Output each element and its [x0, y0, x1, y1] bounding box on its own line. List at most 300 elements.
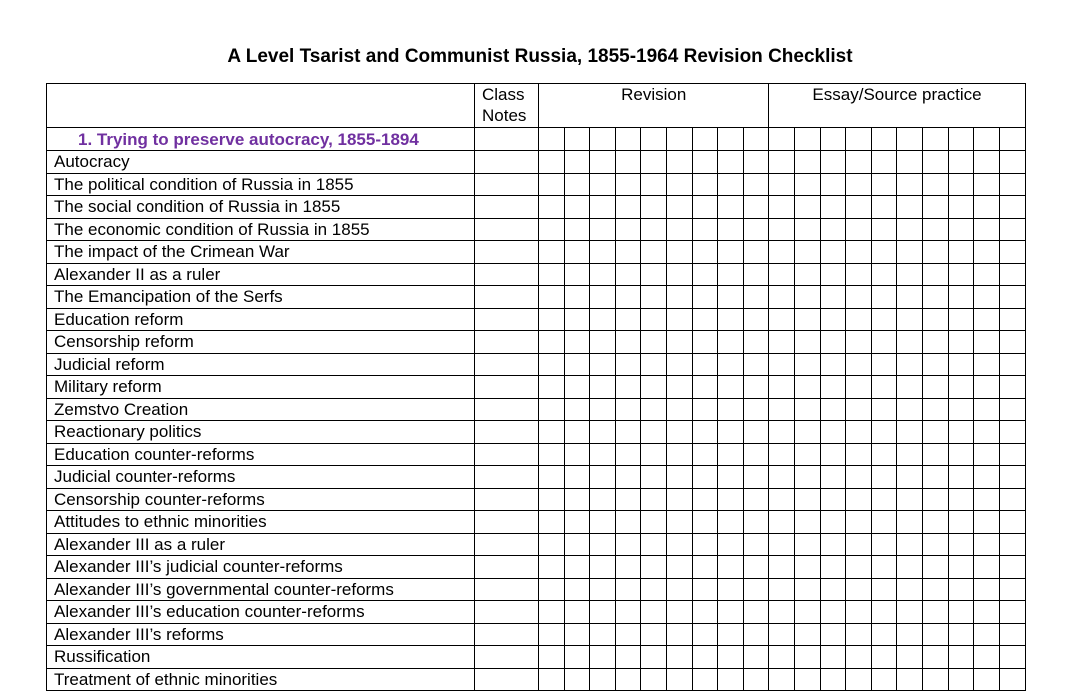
revision-check-cell[interactable]: [641, 398, 667, 421]
revision-check-cell[interactable]: [666, 601, 692, 624]
revision-check-cell[interactable]: [718, 331, 744, 354]
essay-check-cell[interactable]: [795, 398, 821, 421]
section-check-cell[interactable]: [743, 128, 769, 151]
essay-check-cell[interactable]: [897, 466, 923, 489]
class-notes-cell[interactable]: [475, 241, 539, 264]
revision-check-cell[interactable]: [743, 623, 769, 646]
revision-check-cell[interactable]: [718, 376, 744, 399]
revision-check-cell[interactable]: [539, 443, 565, 466]
essay-check-cell[interactable]: [897, 488, 923, 511]
revision-check-cell[interactable]: [564, 241, 590, 264]
essay-check-cell[interactable]: [999, 511, 1025, 534]
essay-check-cell[interactable]: [795, 443, 821, 466]
revision-check-cell[interactable]: [666, 353, 692, 376]
essay-check-cell[interactable]: [769, 263, 795, 286]
revision-check-cell[interactable]: [615, 623, 641, 646]
essay-check-cell[interactable]: [948, 488, 974, 511]
section-check-cell[interactable]: [692, 128, 718, 151]
essay-check-cell[interactable]: [948, 421, 974, 444]
essay-check-cell[interactable]: [871, 263, 897, 286]
essay-check-cell[interactable]: [974, 443, 1000, 466]
essay-check-cell[interactable]: [795, 173, 821, 196]
revision-check-cell[interactable]: [539, 196, 565, 219]
essay-check-cell[interactable]: [846, 646, 872, 669]
essay-check-cell[interactable]: [999, 151, 1025, 174]
essay-check-cell[interactable]: [820, 173, 846, 196]
essay-check-cell[interactable]: [948, 646, 974, 669]
essay-check-cell[interactable]: [948, 533, 974, 556]
essay-check-cell[interactable]: [974, 263, 1000, 286]
essay-check-cell[interactable]: [999, 376, 1025, 399]
revision-check-cell[interactable]: [641, 218, 667, 241]
revision-check-cell[interactable]: [641, 421, 667, 444]
essay-check-cell[interactable]: [846, 151, 872, 174]
essay-check-cell[interactable]: [795, 286, 821, 309]
essay-check-cell[interactable]: [923, 578, 949, 601]
revision-check-cell[interactable]: [666, 196, 692, 219]
essay-check-cell[interactable]: [999, 308, 1025, 331]
essay-check-cell[interactable]: [974, 421, 1000, 444]
essay-check-cell[interactable]: [923, 511, 949, 534]
class-notes-cell[interactable]: [475, 646, 539, 669]
essay-check-cell[interactable]: [846, 533, 872, 556]
essay-check-cell[interactable]: [769, 646, 795, 669]
essay-check-cell[interactable]: [999, 218, 1025, 241]
essay-check-cell[interactable]: [871, 331, 897, 354]
essay-check-cell[interactable]: [769, 218, 795, 241]
essay-check-cell[interactable]: [974, 533, 1000, 556]
revision-check-cell[interactable]: [539, 466, 565, 489]
section-check-cell[interactable]: [999, 128, 1025, 151]
essay-check-cell[interactable]: [897, 601, 923, 624]
essay-check-cell[interactable]: [999, 263, 1025, 286]
essay-check-cell[interactable]: [871, 466, 897, 489]
essay-check-cell[interactable]: [974, 286, 1000, 309]
essay-check-cell[interactable]: [999, 623, 1025, 646]
essay-check-cell[interactable]: [923, 353, 949, 376]
revision-check-cell[interactable]: [666, 466, 692, 489]
essay-check-cell[interactable]: [999, 601, 1025, 624]
revision-check-cell[interactable]: [539, 578, 565, 601]
revision-check-cell[interactable]: [692, 646, 718, 669]
essay-check-cell[interactable]: [999, 331, 1025, 354]
revision-check-cell[interactable]: [743, 353, 769, 376]
essay-check-cell[interactable]: [871, 533, 897, 556]
essay-check-cell[interactable]: [871, 308, 897, 331]
revision-check-cell[interactable]: [590, 646, 616, 669]
class-notes-cell[interactable]: [475, 601, 539, 624]
revision-check-cell[interactable]: [590, 196, 616, 219]
revision-check-cell[interactable]: [641, 646, 667, 669]
revision-check-cell[interactable]: [743, 533, 769, 556]
revision-check-cell[interactable]: [718, 151, 744, 174]
essay-check-cell[interactable]: [974, 623, 1000, 646]
essay-check-cell[interactable]: [923, 286, 949, 309]
revision-check-cell[interactable]: [615, 331, 641, 354]
revision-check-cell[interactable]: [692, 398, 718, 421]
revision-check-cell[interactable]: [539, 308, 565, 331]
revision-check-cell[interactable]: [590, 353, 616, 376]
revision-check-cell[interactable]: [564, 601, 590, 624]
revision-check-cell[interactable]: [692, 286, 718, 309]
revision-check-cell[interactable]: [641, 466, 667, 489]
revision-check-cell[interactable]: [564, 578, 590, 601]
section-check-cell[interactable]: [871, 128, 897, 151]
essay-check-cell[interactable]: [820, 668, 846, 691]
essay-check-cell[interactable]: [999, 646, 1025, 669]
revision-check-cell[interactable]: [718, 286, 744, 309]
essay-check-cell[interactable]: [923, 263, 949, 286]
class-notes-cell[interactable]: [475, 623, 539, 646]
revision-check-cell[interactable]: [718, 263, 744, 286]
essay-check-cell[interactable]: [846, 623, 872, 646]
essay-check-cell[interactable]: [974, 308, 1000, 331]
class-notes-cell[interactable]: [475, 286, 539, 309]
essay-check-cell[interactable]: [974, 398, 1000, 421]
revision-check-cell[interactable]: [590, 263, 616, 286]
essay-check-cell[interactable]: [897, 353, 923, 376]
revision-check-cell[interactable]: [692, 331, 718, 354]
revision-check-cell[interactable]: [692, 601, 718, 624]
essay-check-cell[interactable]: [871, 353, 897, 376]
revision-check-cell[interactable]: [590, 601, 616, 624]
essay-check-cell[interactable]: [871, 196, 897, 219]
essay-check-cell[interactable]: [974, 173, 1000, 196]
revision-check-cell[interactable]: [641, 623, 667, 646]
revision-check-cell[interactable]: [615, 578, 641, 601]
revision-check-cell[interactable]: [590, 331, 616, 354]
revision-check-cell[interactable]: [718, 466, 744, 489]
essay-check-cell[interactable]: [846, 308, 872, 331]
essay-check-cell[interactable]: [871, 218, 897, 241]
section-check-cell[interactable]: [615, 128, 641, 151]
essay-check-cell[interactable]: [846, 443, 872, 466]
revision-check-cell[interactable]: [590, 286, 616, 309]
revision-check-cell[interactable]: [666, 398, 692, 421]
essay-check-cell[interactable]: [871, 421, 897, 444]
essay-check-cell[interactable]: [769, 578, 795, 601]
revision-check-cell[interactable]: [666, 218, 692, 241]
essay-check-cell[interactable]: [795, 308, 821, 331]
essay-check-cell[interactable]: [897, 196, 923, 219]
revision-check-cell[interactable]: [641, 241, 667, 264]
essay-check-cell[interactable]: [820, 623, 846, 646]
essay-check-cell[interactable]: [897, 308, 923, 331]
revision-check-cell[interactable]: [692, 511, 718, 534]
essay-check-cell[interactable]: [923, 556, 949, 579]
class-notes-cell[interactable]: [475, 466, 539, 489]
revision-check-cell[interactable]: [564, 196, 590, 219]
revision-check-cell[interactable]: [692, 173, 718, 196]
essay-check-cell[interactable]: [999, 196, 1025, 219]
revision-check-cell[interactable]: [641, 533, 667, 556]
essay-check-cell[interactable]: [820, 263, 846, 286]
revision-check-cell[interactable]: [743, 556, 769, 579]
revision-check-cell[interactable]: [564, 488, 590, 511]
section-check-cell[interactable]: [718, 128, 744, 151]
revision-check-cell[interactable]: [718, 443, 744, 466]
revision-check-cell[interactable]: [564, 331, 590, 354]
essay-check-cell[interactable]: [974, 331, 1000, 354]
essay-check-cell[interactable]: [948, 173, 974, 196]
revision-check-cell[interactable]: [718, 241, 744, 264]
essay-check-cell[interactable]: [897, 331, 923, 354]
essay-check-cell[interactable]: [795, 218, 821, 241]
essay-check-cell[interactable]: [820, 421, 846, 444]
revision-check-cell[interactable]: [718, 421, 744, 444]
revision-check-cell[interactable]: [743, 443, 769, 466]
revision-check-cell[interactable]: [641, 331, 667, 354]
essay-check-cell[interactable]: [846, 398, 872, 421]
essay-check-cell[interactable]: [974, 353, 1000, 376]
essay-check-cell[interactable]: [923, 218, 949, 241]
essay-check-cell[interactable]: [846, 263, 872, 286]
revision-check-cell[interactable]: [692, 196, 718, 219]
class-notes-cell[interactable]: [475, 353, 539, 376]
class-notes-cell[interactable]: [475, 668, 539, 691]
revision-check-cell[interactable]: [539, 646, 565, 669]
essay-check-cell[interactable]: [871, 173, 897, 196]
class-notes-cell[interactable]: [475, 376, 539, 399]
revision-check-cell[interactable]: [590, 488, 616, 511]
revision-check-cell[interactable]: [743, 218, 769, 241]
essay-check-cell[interactable]: [897, 533, 923, 556]
revision-check-cell[interactable]: [539, 556, 565, 579]
revision-check-cell[interactable]: [641, 151, 667, 174]
essay-check-cell[interactable]: [923, 443, 949, 466]
essay-check-cell[interactable]: [923, 601, 949, 624]
essay-check-cell[interactable]: [923, 488, 949, 511]
essay-check-cell[interactable]: [923, 196, 949, 219]
revision-check-cell[interactable]: [590, 308, 616, 331]
revision-check-cell[interactable]: [615, 646, 641, 669]
revision-check-cell[interactable]: [590, 623, 616, 646]
essay-check-cell[interactable]: [871, 151, 897, 174]
essay-check-cell[interactable]: [897, 173, 923, 196]
essay-check-cell[interactable]: [871, 646, 897, 669]
essay-check-cell[interactable]: [769, 196, 795, 219]
revision-check-cell[interactable]: [692, 533, 718, 556]
essay-check-cell[interactable]: [897, 646, 923, 669]
revision-check-cell[interactable]: [743, 578, 769, 601]
section-check-cell[interactable]: [923, 128, 949, 151]
essay-check-cell[interactable]: [846, 578, 872, 601]
class-notes-cell[interactable]: [475, 398, 539, 421]
essay-check-cell[interactable]: [769, 511, 795, 534]
essay-check-cell[interactable]: [846, 376, 872, 399]
revision-check-cell[interactable]: [641, 668, 667, 691]
essay-check-cell[interactable]: [897, 263, 923, 286]
essay-check-cell[interactable]: [795, 241, 821, 264]
revision-check-cell[interactable]: [641, 353, 667, 376]
essay-check-cell[interactable]: [897, 623, 923, 646]
revision-check-cell[interactable]: [718, 488, 744, 511]
essay-check-cell[interactable]: [769, 668, 795, 691]
essay-check-cell[interactable]: [769, 443, 795, 466]
essay-check-cell[interactable]: [999, 241, 1025, 264]
revision-check-cell[interactable]: [743, 376, 769, 399]
essay-check-cell[interactable]: [923, 421, 949, 444]
essay-check-cell[interactable]: [948, 218, 974, 241]
essay-check-cell[interactable]: [871, 623, 897, 646]
essay-check-cell[interactable]: [923, 376, 949, 399]
essay-check-cell[interactable]: [999, 488, 1025, 511]
revision-check-cell[interactable]: [692, 218, 718, 241]
essay-check-cell[interactable]: [820, 488, 846, 511]
section-check-cell[interactable]: [897, 128, 923, 151]
essay-check-cell[interactable]: [948, 511, 974, 534]
revision-check-cell[interactable]: [615, 556, 641, 579]
revision-check-cell[interactable]: [666, 623, 692, 646]
revision-check-cell[interactable]: [564, 443, 590, 466]
essay-check-cell[interactable]: [897, 443, 923, 466]
revision-check-cell[interactable]: [692, 668, 718, 691]
section-check-cell[interactable]: [795, 128, 821, 151]
revision-check-cell[interactable]: [692, 443, 718, 466]
essay-check-cell[interactable]: [999, 286, 1025, 309]
essay-check-cell[interactable]: [871, 511, 897, 534]
essay-check-cell[interactable]: [795, 376, 821, 399]
revision-check-cell[interactable]: [615, 353, 641, 376]
revision-check-cell[interactable]: [641, 601, 667, 624]
section-check-cell[interactable]: [820, 128, 846, 151]
revision-check-cell[interactable]: [539, 398, 565, 421]
class-notes-cell[interactable]: [475, 173, 539, 196]
revision-check-cell[interactable]: [590, 376, 616, 399]
essay-check-cell[interactable]: [846, 488, 872, 511]
essay-check-cell[interactable]: [999, 533, 1025, 556]
revision-check-cell[interactable]: [743, 286, 769, 309]
revision-check-cell[interactable]: [615, 286, 641, 309]
essay-check-cell[interactable]: [897, 286, 923, 309]
revision-check-cell[interactable]: [615, 398, 641, 421]
essay-check-cell[interactable]: [871, 376, 897, 399]
essay-check-cell[interactable]: [820, 556, 846, 579]
revision-check-cell[interactable]: [692, 308, 718, 331]
revision-check-cell[interactable]: [539, 173, 565, 196]
revision-check-cell[interactable]: [641, 443, 667, 466]
revision-check-cell[interactable]: [590, 173, 616, 196]
essay-check-cell[interactable]: [999, 398, 1025, 421]
revision-check-cell[interactable]: [718, 196, 744, 219]
class-notes-cell[interactable]: [475, 308, 539, 331]
revision-check-cell[interactable]: [666, 488, 692, 511]
section-check-cell[interactable]: [590, 128, 616, 151]
revision-check-cell[interactable]: [641, 376, 667, 399]
essay-check-cell[interactable]: [999, 578, 1025, 601]
essay-check-cell[interactable]: [974, 578, 1000, 601]
essay-check-cell[interactable]: [871, 398, 897, 421]
essay-check-cell[interactable]: [769, 556, 795, 579]
revision-check-cell[interactable]: [718, 623, 744, 646]
revision-check-cell[interactable]: [615, 173, 641, 196]
essay-check-cell[interactable]: [846, 241, 872, 264]
essay-check-cell[interactable]: [923, 623, 949, 646]
revision-check-cell[interactable]: [743, 173, 769, 196]
essay-check-cell[interactable]: [948, 263, 974, 286]
essay-check-cell[interactable]: [871, 668, 897, 691]
essay-check-cell[interactable]: [769, 308, 795, 331]
essay-check-cell[interactable]: [820, 511, 846, 534]
revision-check-cell[interactable]: [615, 196, 641, 219]
essay-check-cell[interactable]: [974, 376, 1000, 399]
class-notes-cell[interactable]: [475, 263, 539, 286]
revision-check-cell[interactable]: [666, 286, 692, 309]
essay-check-cell[interactable]: [974, 196, 1000, 219]
revision-check-cell[interactable]: [666, 151, 692, 174]
revision-check-cell[interactable]: [743, 488, 769, 511]
section-check-cell[interactable]: [564, 128, 590, 151]
essay-check-cell[interactable]: [948, 556, 974, 579]
essay-check-cell[interactable]: [999, 421, 1025, 444]
revision-check-cell[interactable]: [590, 218, 616, 241]
essay-check-cell[interactable]: [846, 353, 872, 376]
essay-check-cell[interactable]: [897, 218, 923, 241]
section-check-cell[interactable]: [974, 128, 1000, 151]
essay-check-cell[interactable]: [769, 173, 795, 196]
revision-check-cell[interactable]: [641, 196, 667, 219]
revision-check-cell[interactable]: [718, 353, 744, 376]
essay-check-cell[interactable]: [974, 466, 1000, 489]
revision-check-cell[interactable]: [718, 398, 744, 421]
revision-check-cell[interactable]: [743, 601, 769, 624]
essay-check-cell[interactable]: [795, 601, 821, 624]
revision-check-cell[interactable]: [666, 668, 692, 691]
revision-check-cell[interactable]: [539, 601, 565, 624]
essay-check-cell[interactable]: [948, 241, 974, 264]
essay-check-cell[interactable]: [974, 601, 1000, 624]
revision-check-cell[interactable]: [539, 286, 565, 309]
section-check-cell[interactable]: [948, 128, 974, 151]
class-notes-cell[interactable]: [475, 578, 539, 601]
essay-check-cell[interactable]: [795, 488, 821, 511]
revision-check-cell[interactable]: [564, 623, 590, 646]
essay-check-cell[interactable]: [846, 668, 872, 691]
essay-check-cell[interactable]: [820, 218, 846, 241]
revision-check-cell[interactable]: [539, 668, 565, 691]
revision-check-cell[interactable]: [590, 241, 616, 264]
revision-check-cell[interactable]: [590, 398, 616, 421]
essay-check-cell[interactable]: [923, 241, 949, 264]
essay-check-cell[interactable]: [897, 556, 923, 579]
revision-check-cell[interactable]: [590, 533, 616, 556]
revision-check-cell[interactable]: [666, 578, 692, 601]
revision-check-cell[interactable]: [564, 668, 590, 691]
section-check-cell[interactable]: [666, 128, 692, 151]
revision-check-cell[interactable]: [692, 556, 718, 579]
revision-check-cell[interactable]: [590, 578, 616, 601]
section-check-cell[interactable]: [846, 128, 872, 151]
revision-check-cell[interactable]: [666, 308, 692, 331]
essay-check-cell[interactable]: [769, 376, 795, 399]
revision-check-cell[interactable]: [692, 241, 718, 264]
essay-check-cell[interactable]: [820, 241, 846, 264]
revision-check-cell[interactable]: [564, 353, 590, 376]
revision-check-cell[interactable]: [539, 488, 565, 511]
revision-check-cell[interactable]: [692, 263, 718, 286]
class-notes-cell[interactable]: [475, 331, 539, 354]
essay-check-cell[interactable]: [871, 241, 897, 264]
revision-check-cell[interactable]: [641, 511, 667, 534]
essay-check-cell[interactable]: [769, 353, 795, 376]
revision-check-cell[interactable]: [743, 308, 769, 331]
revision-check-cell[interactable]: [641, 286, 667, 309]
revision-check-cell[interactable]: [615, 488, 641, 511]
essay-check-cell[interactable]: [948, 286, 974, 309]
revision-check-cell[interactable]: [666, 556, 692, 579]
essay-check-cell[interactable]: [820, 443, 846, 466]
essay-check-cell[interactable]: [948, 578, 974, 601]
